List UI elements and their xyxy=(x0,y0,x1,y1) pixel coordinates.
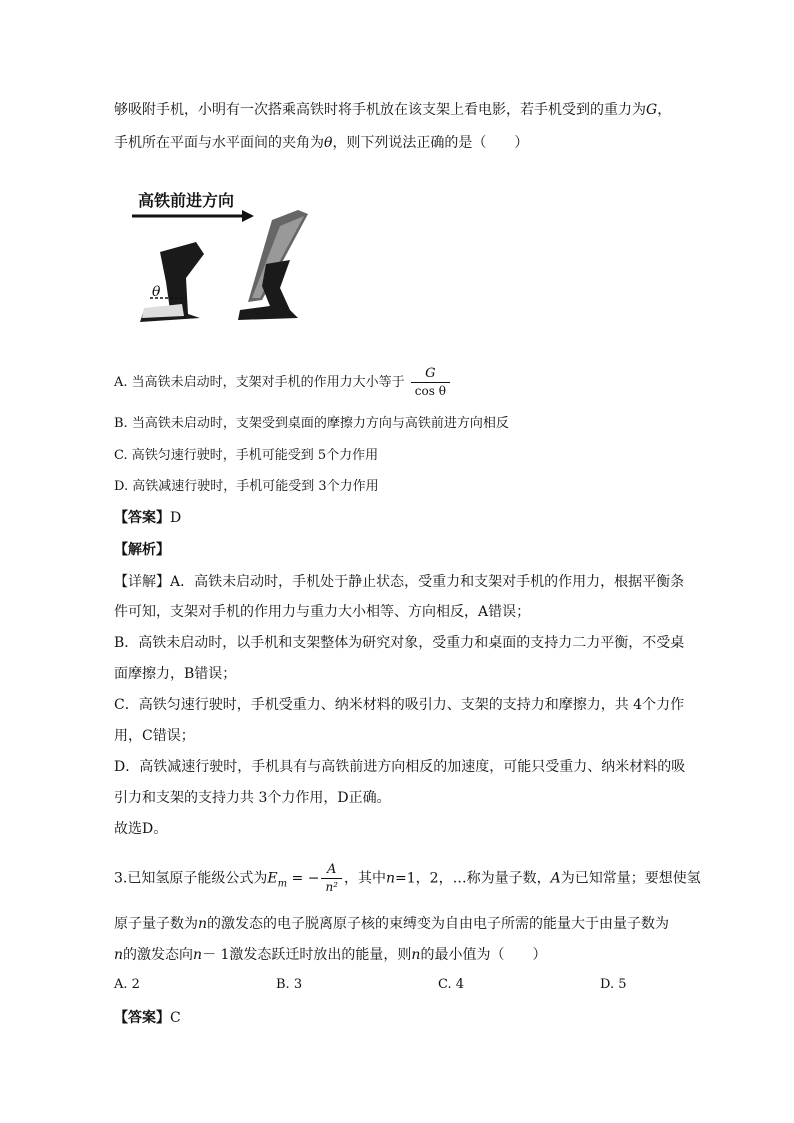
detail-line-2: 件可知，支架对手机的作用力与重力大小相等、方向相反，A错误； xyxy=(114,604,531,620)
equals-minus: = − xyxy=(287,870,320,887)
option-b: B. 当高铁未启动时，支架受到桌面的摩擦力方向与高铁前进方向相反 xyxy=(114,416,509,431)
fraction-numerator: G xyxy=(425,366,436,381)
n-symbol: n xyxy=(114,947,124,963)
detail-line-7: D．高铁减速行驶时，手机具有与高铁前进方向相反的加速度，可能只受重力、纳米材料的吸 xyxy=(114,759,686,775)
detail-line-1: 【详解】A．高铁未启动时，手机处于静止状态，受重力和支架对手机的作用力，根据平衡条 xyxy=(114,574,685,590)
q3-text: 原子量子数为 xyxy=(114,916,198,932)
answer-line xyxy=(114,508,181,528)
q3-line-1 xyxy=(114,862,701,895)
q3-text: 为已知常量；要想使氢 xyxy=(560,870,701,887)
answer-value: D xyxy=(170,510,182,526)
a-symbol: A xyxy=(550,870,561,887)
answer-value: C xyxy=(170,1010,181,1026)
n-symbol: n xyxy=(411,947,421,963)
q3-choice-b: B. 3 xyxy=(276,977,303,992)
q3-text: 3.已知氢原子能级公式为 xyxy=(114,870,268,887)
intro-text: ， xyxy=(657,102,672,118)
answer-label: 【答案】 xyxy=(114,1010,170,1026)
q3-text: － 1激发态跃迁时放出的能量，则 xyxy=(202,947,412,963)
q3-choice-a: A. 2 xyxy=(114,977,140,992)
q3-text: ，其中 xyxy=(344,870,386,887)
answer-label: 【答案】 xyxy=(114,510,170,526)
detail-line-6: 用，C错误； xyxy=(114,728,195,744)
intro-text: 够吸附手机，小明有一次搭乘高铁时将手机放在该支架上看电影，若手机受到的重力为 xyxy=(114,102,646,118)
direction-caption: 高铁前进方向 xyxy=(138,191,235,210)
detail-line-5: C．高铁匀速行驶时，手机受重力、纳米材料的吸引力、支架的支持力和摩擦力，共 4个力作 xyxy=(114,697,685,713)
n-symbol: n xyxy=(193,947,203,963)
option-d: D. 高铁减速行驶时，手机可能受到 3个力作用 xyxy=(114,479,379,494)
answer2-line xyxy=(114,1008,181,1028)
option-a-text: A. 当高铁未启动时，支架对手机的作用力大小等于 xyxy=(114,375,405,390)
analysis-label: 【解析】 xyxy=(114,542,170,558)
q3-text: =1，2，…称为量子数， xyxy=(395,870,551,887)
q3-line-3 xyxy=(114,945,546,965)
option-a xyxy=(114,366,452,399)
q3-line-2 xyxy=(114,914,669,934)
intro-line-1 xyxy=(114,100,671,120)
stand-right-shape xyxy=(238,260,298,320)
detail-line-8: 引力和支架的支持力共 3个力作用，D正确。 xyxy=(114,790,391,806)
phone-stand-figure xyxy=(130,190,330,330)
energy-subscript: m xyxy=(277,878,288,890)
gravity-symbol: G xyxy=(646,102,658,118)
fraction-denominator: cos θ xyxy=(411,382,450,399)
n-symbol: n xyxy=(386,870,396,887)
detail-line-4: 面摩擦力，B错误； xyxy=(114,666,237,682)
angle-label: θ xyxy=(152,284,161,300)
fraction-numerator: A xyxy=(327,862,337,877)
q3-text: 的激发态向 xyxy=(123,947,194,963)
fraction-denominator: n² xyxy=(321,878,342,895)
option-c: C. 高铁匀速行驶时，手机可能受到 5个力作用 xyxy=(114,448,379,463)
intro-text: ，则下列说法正确的是（ ） xyxy=(332,135,529,151)
intro-line-2 xyxy=(114,133,528,153)
fraction-a-over-n2 xyxy=(321,862,342,895)
fraction-g-over-cos xyxy=(411,366,450,399)
detail-line-3: B．高铁未启动时，以手机和支架整体为研究对象，受重力和桌面的支持力二力平衡，不受桌 xyxy=(114,635,685,651)
intro-text: 手机所在平面与水平面间的夹角为 xyxy=(114,135,324,151)
q3-choice-d: D. 5 xyxy=(600,977,627,992)
q3-text: 的最小值为（ ） xyxy=(420,947,547,963)
energy-symbol: E xyxy=(267,870,278,887)
detail-line-9: 故选D。 xyxy=(114,821,168,837)
direction-arrow-head xyxy=(242,210,254,222)
q3-text: 的激发态的电子脱离原子核的束缚变为自由电子所需的能量大于由量子数为 xyxy=(207,916,670,932)
theta-symbol: θ xyxy=(324,135,333,151)
stand-left-base xyxy=(142,304,184,318)
n-symbol: n xyxy=(198,916,208,932)
q3-choice-c: C. 4 xyxy=(438,977,465,992)
phone-stand-illustration xyxy=(130,190,330,330)
